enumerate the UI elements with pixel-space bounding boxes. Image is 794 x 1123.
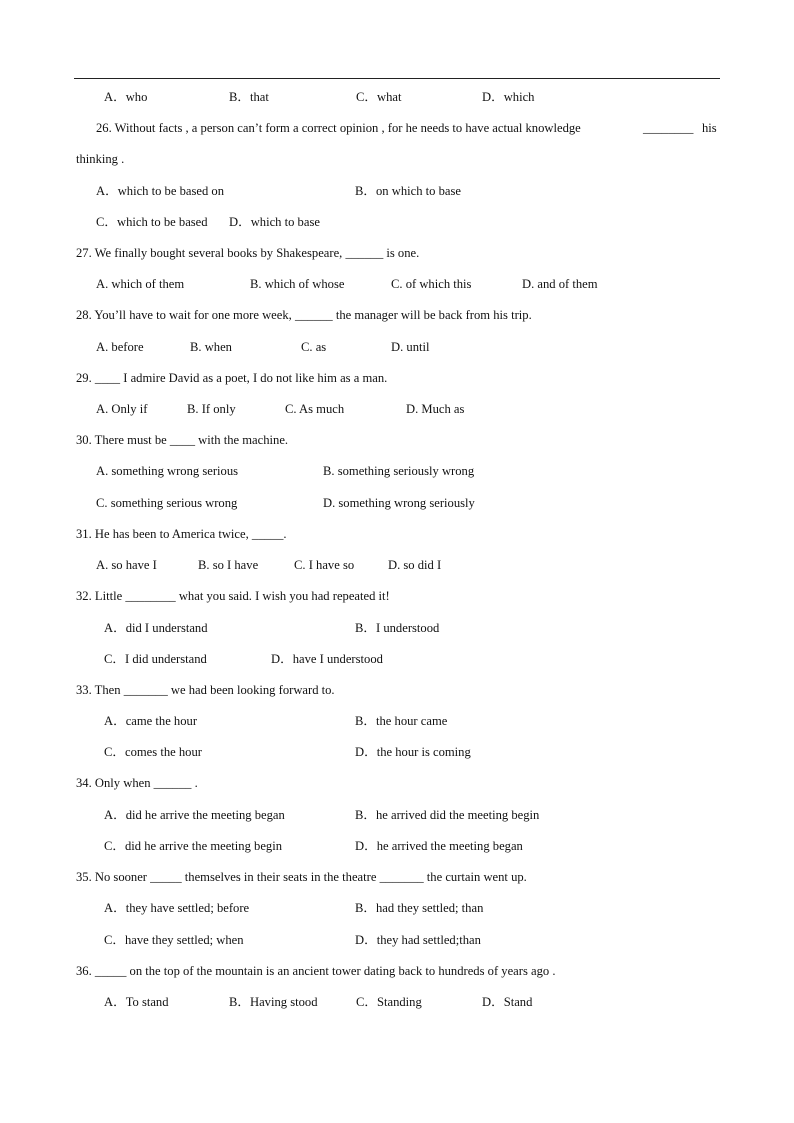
q29-stem: 29. ____ I admire David as a poet, I do not like him as a man. [76,371,388,385]
header-rule [74,78,720,79]
q26-option-a[interactable]: A．which to be based on [96,184,225,198]
q27-option-c[interactable]: C. of which this [391,277,472,291]
q36-option-c[interactable]: C．Standing [356,995,422,1009]
q28-option-b[interactable]: B. when [190,340,232,354]
q26-option-d[interactable]: D．which to base [229,215,320,229]
q27-stem: 27. We finally bought several books by Shakespeare, ______ is one. [76,246,420,260]
q26-option-c[interactable]: C．which to be based [96,215,208,229]
q29-option-d[interactable]: D. Much as [406,402,465,416]
q29-option-b[interactable]: B. If only [187,402,236,416]
q30-option-d[interactable]: D. something wrong seriously [323,496,475,510]
q32-stem: 32. Little ________ what you said. I wish you had repeated it! [76,589,390,603]
q31-stem: 31. He has been to America twice, _____. [76,527,287,541]
q27-option-a[interactable]: A. which of them [96,277,185,291]
q35-option-b[interactable]: B．had they settled; than [355,901,484,915]
q33-option-b[interactable]: B．the hour came [355,714,448,728]
q34-option-d[interactable]: D．he arrived the meeting began [355,839,523,853]
q26-stem-cont: thinking . [76,152,125,166]
q28-option-a[interactable]: A. before [96,340,144,354]
q33-stem: 33. Then _______ we had been looking forward to. [76,683,335,697]
q27-option-d[interactable]: D. and of them [522,277,598,291]
q26-blank: ________ [643,121,694,135]
q30-option-b[interactable]: B. something seriously wrong [323,464,475,478]
q25-option-a[interactable]: A．who [104,90,148,104]
q28-option-d[interactable]: D. until [391,340,430,354]
q34-option-c[interactable]: C．did he arrive the meeting begin [104,839,283,853]
q31-option-c[interactable]: C. I have so [294,558,355,572]
q26-stem: 26. Without facts , a person can’t form a correct opinion , for he needs to have actual knowledge [96,121,581,135]
q26-stem-tail: his [702,121,717,135]
q31-option-b[interactable]: B. so I have [198,558,259,572]
q30-option-c[interactable]: C. something serious wrong [96,496,238,510]
q34-option-b[interactable]: B．he arrived did the meeting begin [355,808,540,822]
q35-option-c[interactable]: C．have they settled; when [104,933,244,947]
q35-option-d[interactable]: D．they had settled;than [355,933,481,947]
q30-option-a[interactable]: A. something wrong serious [96,464,239,478]
q34-option-a[interactable]: A．did he arrive the meeting began [104,808,285,822]
q32-option-c[interactable]: C．I did understand [104,652,207,666]
q25-option-c[interactable]: C．what [356,90,402,104]
q32-option-b[interactable]: B．I understood [355,621,440,635]
q34-stem: 34. Only when ______ . [76,776,198,790]
q35-stem: 35. No sooner _____ themselves in their seats in the theatre _______ the curtain went up. [76,870,527,884]
q33-option-c[interactable]: C．comes the hour [104,745,202,759]
q31-option-d[interactable]: D. so did I [388,558,442,572]
q36-option-b[interactable]: B．Having stood [229,995,318,1009]
q36-option-d[interactable]: D．Stand [482,995,533,1009]
q27-option-b[interactable]: B. which of whose [250,277,345,291]
q25-option-b[interactable]: B．that [229,90,269,104]
q36-stem: 36. _____ on the top of the mountain is an ancient tower dating back to hundreds of years ago . [76,964,556,978]
q25-option-d[interactable]: D．which [482,90,535,104]
q29-option-c[interactable]: C. As much [285,402,345,416]
q33-option-a[interactable]: A．came the hour [104,714,198,728]
q32-option-d[interactable]: D．have I understood [271,652,383,666]
q36-option-a[interactable]: A．To stand [104,995,169,1009]
q26-option-b[interactable]: B．on which to base [355,184,461,198]
q29-option-a[interactable]: A. Only if [96,402,148,416]
q30-stem: 30. There must be ____ with the machine. [76,433,289,447]
q28-option-c[interactable]: C. as [301,340,327,354]
q33-option-d[interactable]: D．the hour is coming [355,745,471,759]
q28-stem: 28. You’ll have to wait for one more week, ______ the manager will be back from his trip. [76,308,532,322]
q32-option-a[interactable]: A．did I understand [104,621,208,635]
q35-option-a[interactable]: A．they have settled; before [104,901,250,915]
q31-option-a[interactable]: A. so have I [96,558,157,572]
